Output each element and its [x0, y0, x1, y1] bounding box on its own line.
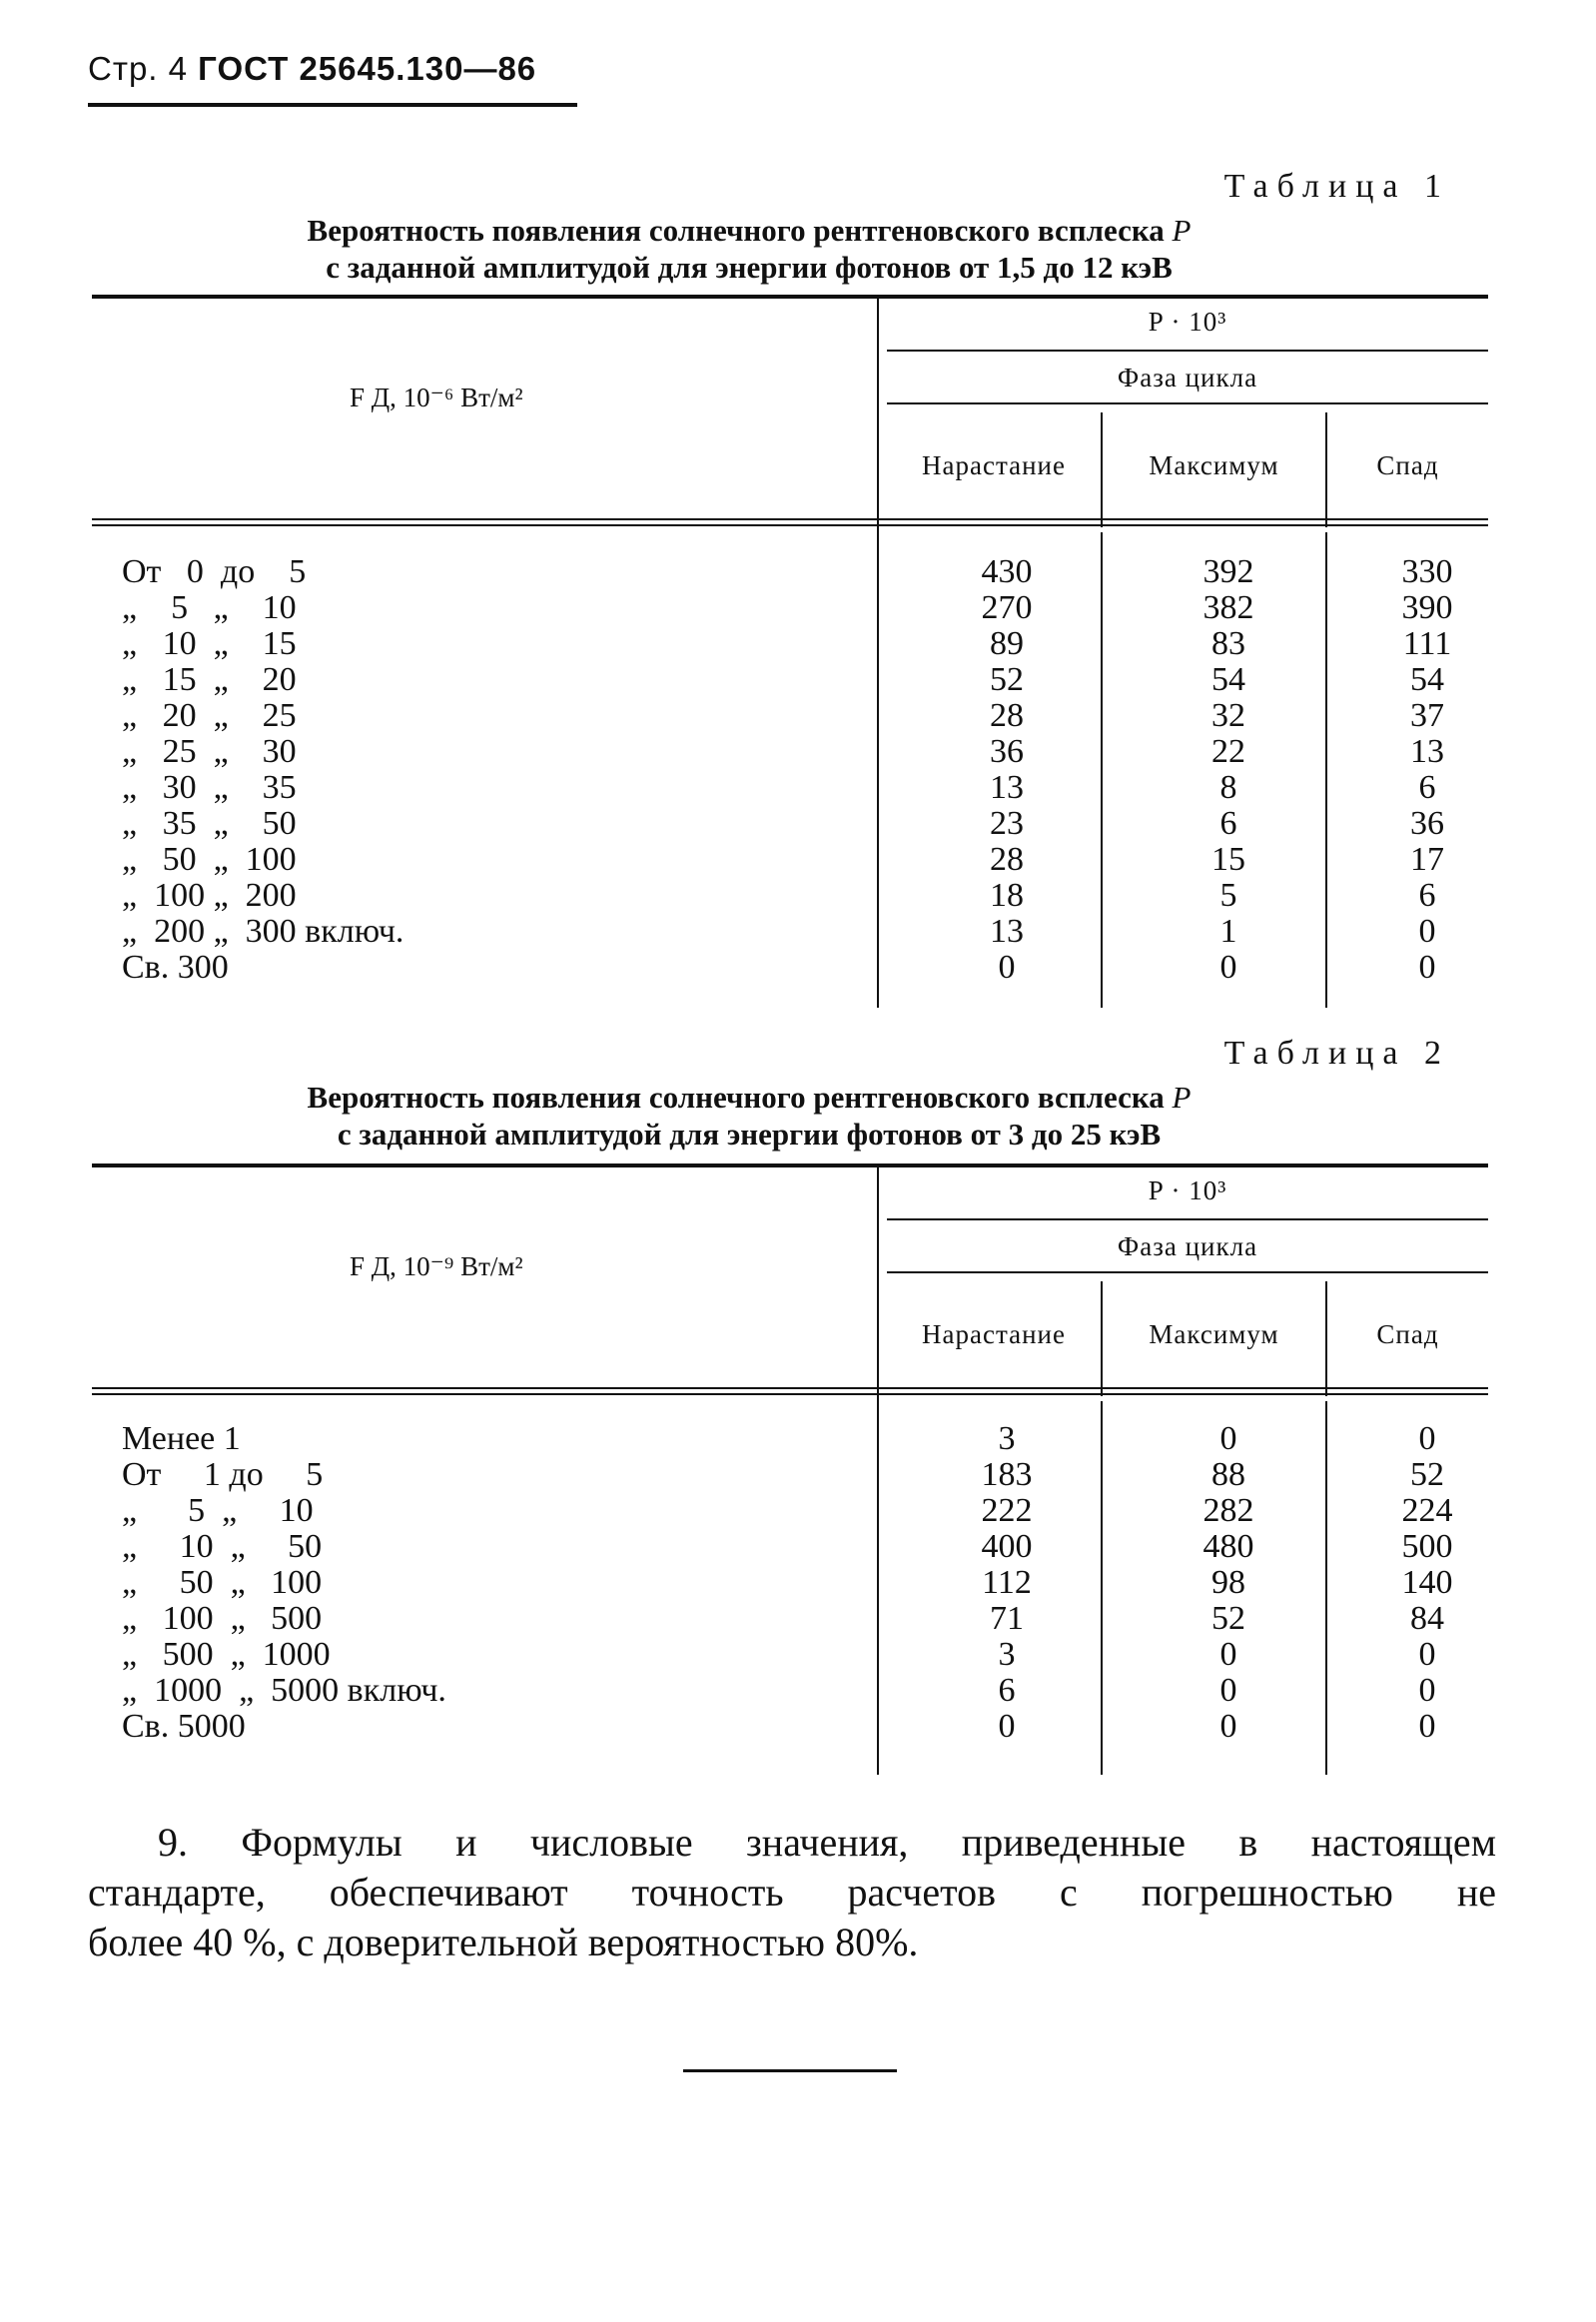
table1-col-decline: Спад [1376, 450, 1439, 480]
table-row: „ 100 „ 500 71 52 84 [122, 1600, 1444, 1637]
header-rule [88, 103, 577, 107]
table-row: „ 200 „ 300 включ. 13 1 0 [122, 913, 1436, 950]
table-row: Св. 5000 0 0 0 [122, 1708, 1436, 1745]
table2-hline-group [887, 1218, 1488, 1220]
table2-col-decline: Спад [1376, 1319, 1439, 1349]
table-row: „ 50 „ 100 28 15 17 [122, 841, 1444, 878]
table-row: „ 15 „ 20 52 54 54 [122, 661, 1444, 698]
table-row: „ 10 „ 15 89 83 111 [122, 625, 1452, 662]
table-row: От 1 до 5 183 88 52 [122, 1456, 1444, 1493]
page-header [88, 50, 536, 88]
table2-title-line1: Вероятность появления солнечного рентгеновского всплеска [307, 1080, 1165, 1115]
table-row: „ 35 „ 50 23 6 36 [122, 805, 1444, 842]
table-row: „ 20 „ 25 28 32 37 [122, 697, 1444, 734]
note-paragraph [88, 1818, 1496, 1967]
table1-col-rise: Нарастание [922, 450, 1066, 480]
table1-title-line1: Вероятность появления солнечного рентгеновского всплеска [307, 213, 1165, 248]
table1-hline-subgroup [887, 402, 1488, 404]
table1-header-rule-a [92, 518, 1488, 520]
table1 [92, 295, 1488, 1009]
table1-group-header: P · 10³ [1148, 307, 1227, 337]
table1-subgroup-header: Фаза цикла [1117, 363, 1258, 392]
table2-subgroup-header: Фаза цикла [1117, 1231, 1258, 1261]
table2-top-rule [92, 1163, 1488, 1167]
table2-body [92, 1421, 1488, 1745]
table2-col-rise: Нарастание [922, 1319, 1066, 1349]
table-row: „ 25 „ 30 36 22 13 [122, 733, 1444, 770]
note-line-3: более 40 %, с доверительной вероятностью 80%. [88, 1920, 919, 1964]
table1-title-var: P [1172, 213, 1192, 248]
table1-top-rule [92, 295, 1488, 299]
table2-col-max: Максимум [1149, 1319, 1279, 1349]
table1-title-line2: с заданной амплитудой для энергии фотонов от 1,5 до 12 кэВ [326, 250, 1173, 285]
table1-stub-header: F Д, 10⁻⁶ Вт/м² [350, 383, 523, 412]
table2-title [150, 1079, 1348, 1153]
table2-title-var: P [1172, 1080, 1192, 1115]
table1-header-rule-b [92, 524, 1488, 526]
table-row: От 0 до 5 430 392 330 [122, 553, 1453, 590]
table2-header-rule-b [92, 1393, 1488, 1395]
table-row: „ 100 „ 200 18 5 6 [122, 877, 1436, 914]
note-line-1: 9. Формулы и числовые значения, приведенные в настоящем [158, 1820, 1496, 1865]
table1-col-max: Максимум [1149, 450, 1279, 480]
table-row: „ 500 „ 1000 3 0 0 [122, 1636, 1436, 1673]
table2-header-rule-a [92, 1387, 1488, 1389]
table1-title [150, 212, 1348, 286]
table-row: „ 1000 „ 5000 включ. 6 0 0 [122, 1672, 1436, 1709]
table-row: „ 5 „ 10 222 282 224 [122, 1492, 1453, 1529]
table2-group-header: P · 10³ [1148, 1175, 1227, 1205]
table1-body [92, 554, 1488, 986]
table-row: „ 5 „ 10 270 382 390 [122, 589, 1453, 626]
table2-label: Таблица 2 [1223, 1035, 1450, 1072]
table-row: Менее 1 3 0 0 [122, 1420, 1436, 1457]
note-line-2: стандарте, обеспечивают точность расчетов с погрешностью не [88, 1870, 1496, 1915]
table-row: „ 30 „ 35 13 8 6 [122, 769, 1436, 806]
table-row: „ 50 „ 100 112 98 140 [122, 1564, 1453, 1601]
table1-hline-group [887, 350, 1488, 352]
table2-stub-header: F Д, 10⁻⁹ Вт/м² [350, 1251, 523, 1281]
table-row: Св. 300 0 0 0 [122, 949, 1436, 986]
table2-title-line2: с заданной амплитудой для энергии фотонов от 3 до 25 кэВ [337, 1117, 1162, 1152]
standard-number: ГОСТ 25645.130—86 [198, 50, 537, 87]
page-number: Стр. 4 [88, 50, 188, 87]
table2-hline-subgroup [887, 1271, 1488, 1273]
end-rule [683, 2069, 897, 2072]
table2 [92, 1163, 1488, 1775]
table-row: „ 10 „ 50 400 480 500 [122, 1528, 1453, 1565]
table1-label: Таблица 1 [1223, 168, 1450, 205]
